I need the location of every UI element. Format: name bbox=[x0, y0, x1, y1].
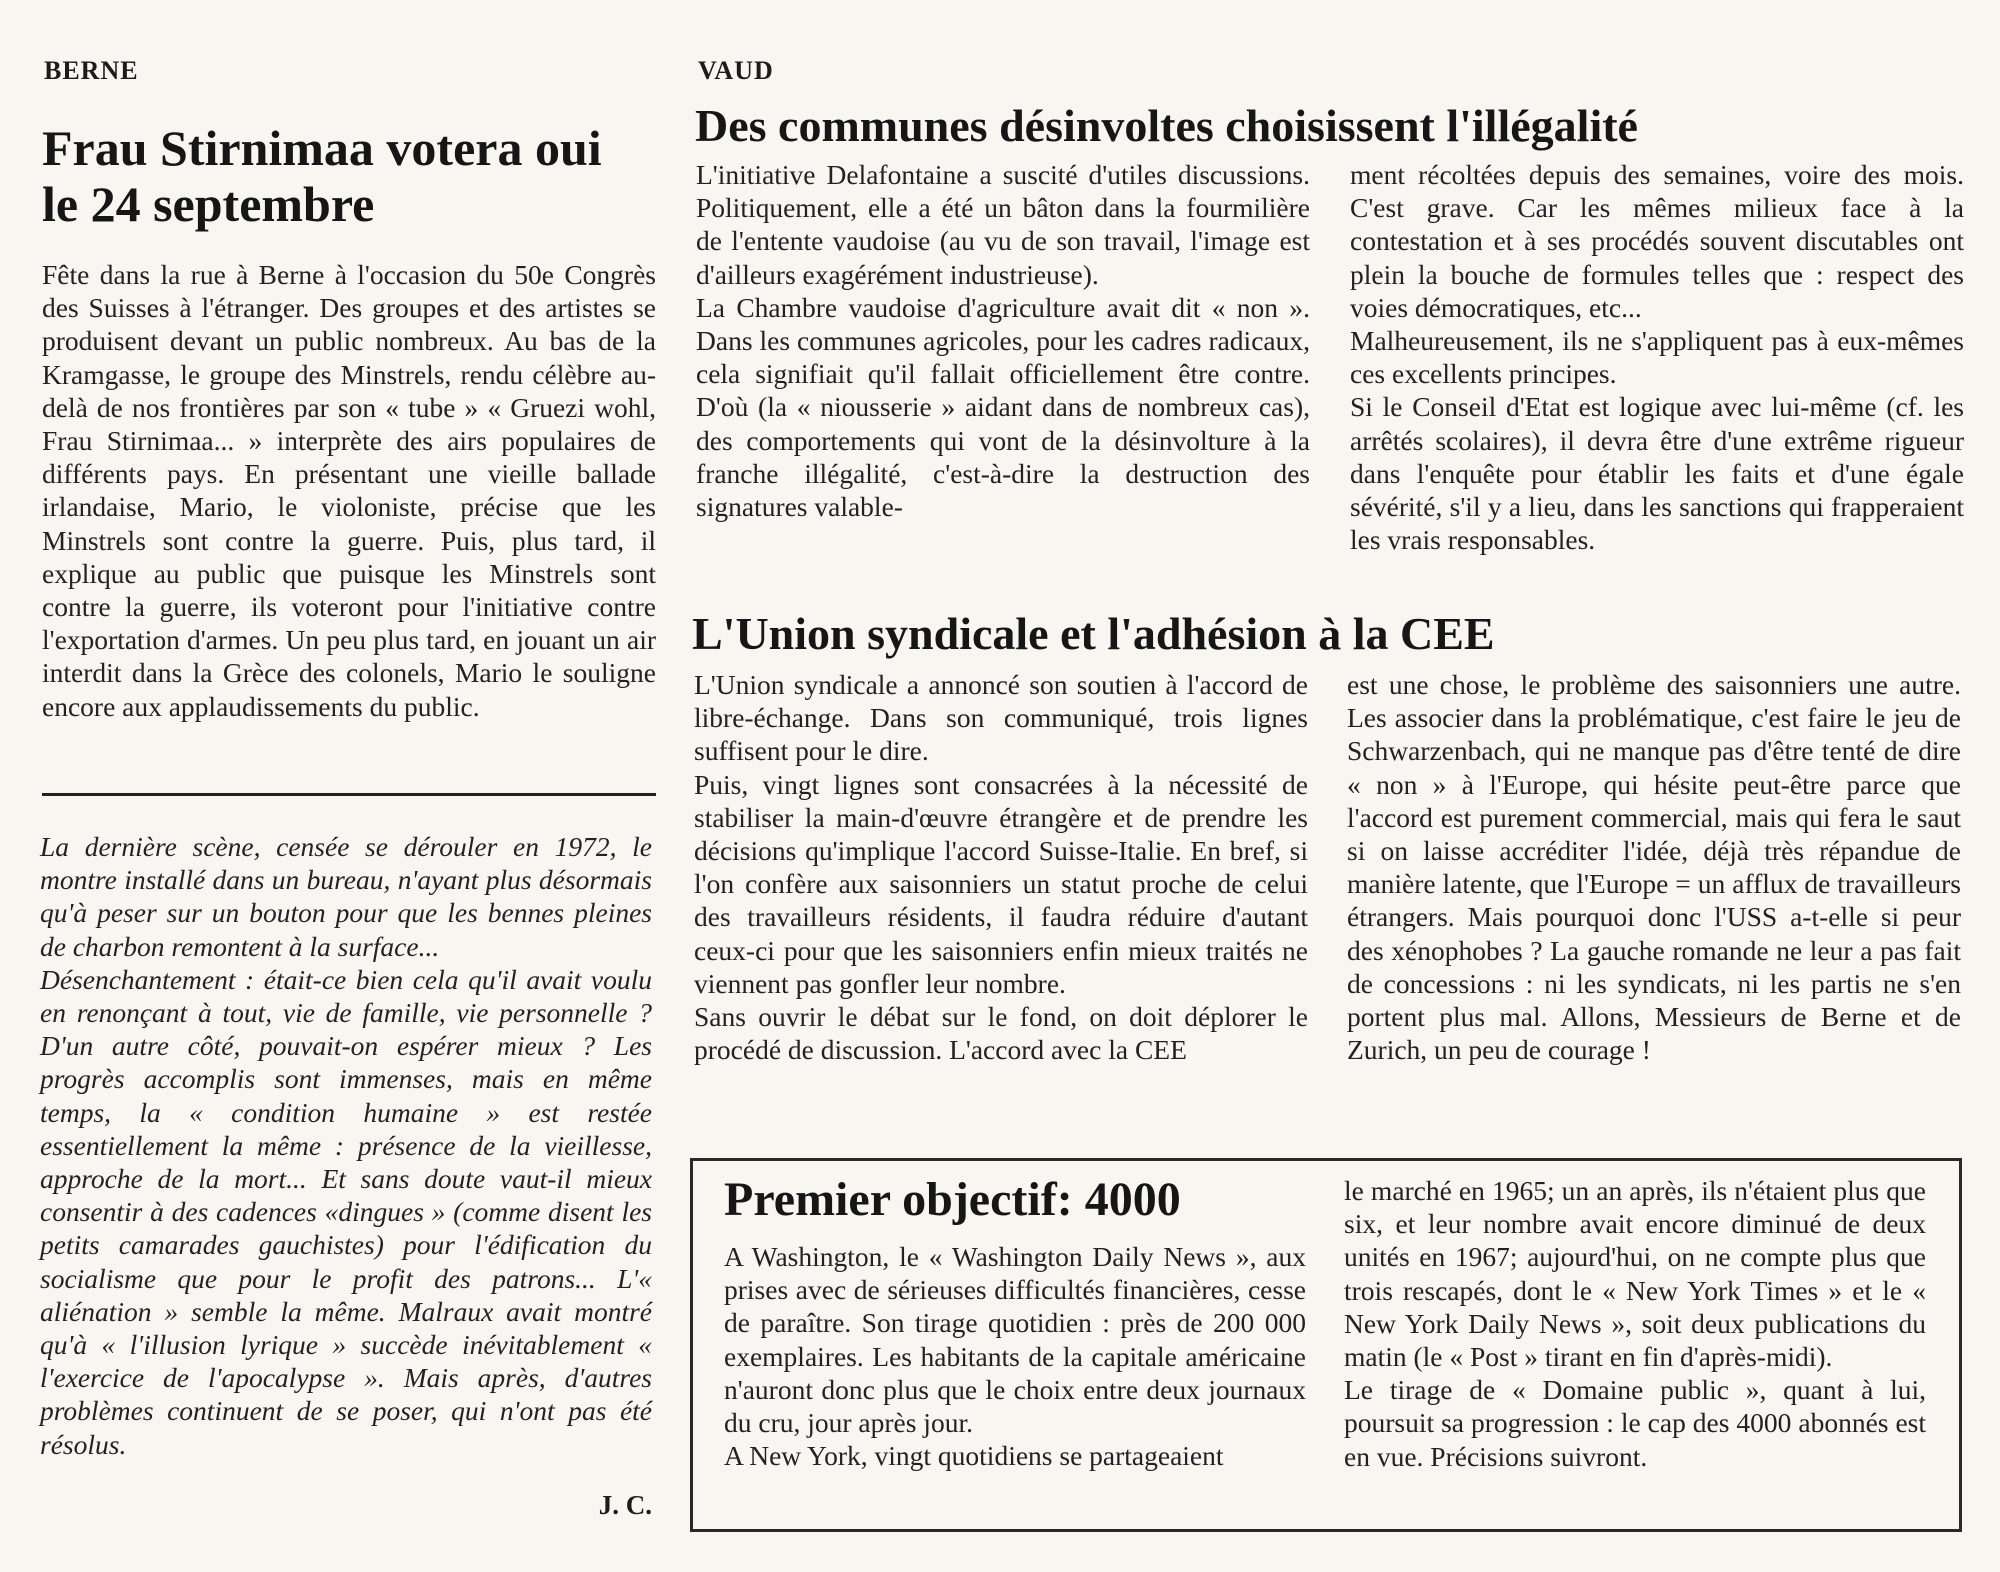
vaud-column-2 bbox=[1350, 158, 1964, 556]
vaud-col2-paragraph-3: Si le Conseil d'Etat est logique avec lui-même (cf. les arrêtés scolaires), il devra être d'une extrême rigueur dans l'enquête pour établir les faits et d'une égale sévérité, s'il y a lieu, dans les sanctions qui frapperaient les vrais responsables. bbox=[1350, 391, 1964, 556]
vaud-column-1 bbox=[696, 158, 1310, 523]
objectif-column-2 bbox=[1344, 1174, 1926, 1473]
union-col1-paragraph-3: Sans ouvrir le débat sur le fond, on doit déplorer le procédé de discussion. L'accord avec la CEE bbox=[694, 1001, 1308, 1066]
vaud-col2-paragraph-2: Malheureusement, ils ne s'appliquent pas à eux-mêmes ces excellents principes. bbox=[1350, 325, 1964, 390]
union-col1-paragraph-1: L'Union syndicale a annoncé son soutien à l'accord de libre-échange. Dans son communiqué, trois lignes suffisent pour le dire. bbox=[694, 669, 1308, 767]
vaud-col2-paragraph-1: ment récoltées depuis des semaines, voire des mois. C'est grave. Car les mêmes milieux face à la contestation et à ses procédés souvent discutables ont plein la bouche de formules telles que : respect des voies démocratiques, etc... bbox=[1350, 159, 1964, 323]
objectif-column-1 bbox=[724, 1240, 1306, 1472]
objectif-col1-paragraph-2: A New York, vingt quotidiens se partageaient bbox=[724, 1440, 1224, 1472]
review-paragraph-2: Désenchantement : était-ce bien cela qu'il avait voulu en renonçant à tout, vie de famille, vie personnelle ? D'un autre côté, pouvait-on espérer mieux ? Les progrès accomplis sont immenses, mais en même temps, la « condition humaine » est restée essentiellement la même : présence de la vieillesse, approche de la mort... Et sans doute vaut-il mieux consentir à des cadences «dingues » (comme disent les petits camarades gauchistes) pour l'édification du socialisme que pour le profit des patrons... L'« aliénation » semble la même. Malraux avait montré qu'à « l'illusion lyrique » succède inévitablement « l'exercice de l'apocalypse ». Mais après, d'autres problèmes continuent de se poser, qui n'ont pas été résolus. bbox=[40, 963, 652, 1460]
objectif-col2-paragraph-2: Le tirage de « Domaine public », quant à lui, poursuit sa progression : le cap des 4000 abonnés est en vue. Précisions suivront. bbox=[1344, 1374, 1926, 1472]
review-paragraph-1: La dernière scène, censée se dérouler en 1972, le montre installé dans un bureau, n'ayant plus désormais qu'à peser sur un bouton pour que les bennes pleines de charbon remontent à la surface... bbox=[40, 831, 652, 962]
union-column-2 bbox=[1347, 668, 1961, 1066]
berne-article-text: Fête dans la rue à Berne à l'occasion du 50e Congrès des Suisses à l'étranger. Des groupes et des artistes se produisent devant un public nombreux. Au bas de la Kramgasse, le groupe des Minstrels, rendu célèbre au-delà de nos frontières par son « tube » « Gruezi wohl, Frau Stirnimaa... » interprète des airs populaires de différents pays. En présentant une vieille ballade irlandaise, Mario, le violoniste, précise que les Minstrels sont contre la guerre. Puis, plus tard, il explique au public que puisque les Minstrels sont contre la guerre, ils voteront pour l'initiative contre l'exportation d'armes. Un peu plus tard, en jouant un air interdit dans la Grèce des colonels, Mario le souligne encore aux applaudissements du public. bbox=[42, 259, 656, 722]
vaud-col1-paragraph-2: La Chambre vaudoise d'agriculture avait dit « non ». Dans les communes agricoles, pour les cadres radicaux, cela signifiait qu'il fallait officiellement être contre. D'où (la « niousserie » aidant dans de nombreux cas), des comportements qui vont de la désinvolture à la franche illégalité, c'est-à-dire la destruction des signatures valable- bbox=[696, 291, 1310, 523]
union-col2-paragraph-1: est une chose, le problème des saisonniers une autre. Les associer dans la problématique, c'est faire le jeu de Schwarzenbach, qui ne manque pas d'être tenté de dire « non » à l'Europe, qui hésite peut-être parce que l'accord est purement commercial, mais qui fera le saut si on laisse accréditer l'idée, déjà très répandue de manière latente, que l'Europe = un afflux de travailleurs étrangers. Mais pourquoi donc l'USS a-t-elle si peur des xénophobes ? La gauche romande ne leur a pas fait de concessions : ni les syndicats, ni les partis ne s'en portent plus mal. Allons, Messieurs de Berne et de Zurich, un peu de courage ! bbox=[1347, 669, 1961, 1066]
review-signature: J. C. bbox=[598, 1490, 652, 1520]
berne-headline-line2: le 24 septembre bbox=[42, 176, 375, 232]
review-article bbox=[40, 830, 652, 1461]
section-divider bbox=[42, 793, 656, 796]
union-headline: L'Union syndicale et l'adhésion à la CEE bbox=[692, 608, 1495, 659]
objectif-col2-paragraph-1: le marché en 1965; un an après, ils n'étaient plus que six, et leur nombre avait encore diminué de deux unités en 1967; aujourd'hui, on ne compte plus que trois rescapés, dont le « New York Times » et le « New York Daily News », soit deux publications du matin (le « Post » tirant en fin d'après-midi). bbox=[1344, 1175, 1926, 1373]
vaud-headline: Des communes désinvoltes choisissent l'illégalité bbox=[695, 100, 1638, 151]
union-col1-paragraph-2: Puis, vingt lignes sont consacrées à la nécessité de stabiliser la main-d'œuvre étrangère et de prendre les décisions qu'implique l'accord Suisse-Italie. En bref, si l'on confère aux saisonniers un statut proche de celui des travailleurs résidents, il faudra réduire d'autant ceux-ci pour que les saisonniers enfin mieux traités ne viennent pas gonfler leur nombre. bbox=[694, 768, 1308, 999]
vaud-col1-paragraph-1: L'initiative Delafontaine a suscité d'utiles discussions. Politiquement, elle a été un bâton dans la fourmilière de l'entente vaudoise (au vu de son travail, l'image est d'ailleurs exagérément industrieuse). bbox=[696, 159, 1310, 290]
vaud-kicker: VAUD bbox=[698, 56, 774, 85]
berne-headline-line1: Frau Stirnimaa votera oui bbox=[42, 120, 602, 176]
objectif-headline: Premier objectif: 4000 bbox=[724, 1173, 1181, 1226]
berne-article bbox=[42, 258, 656, 723]
berne-headline bbox=[42, 120, 682, 232]
objectif-col1-paragraph-1: A Washington, le « Washington Daily News », aux prises avec de sérieuses difficultés financières, cesse de paraître. Son tirage quotidien : près de 200 000 exemplaires. Les habitants de la capitale américaine n'auront donc plus que le choix entre deux journaux du cru, jour après jour. bbox=[724, 1241, 1306, 1439]
berne-kicker: BERNE bbox=[44, 56, 139, 85]
union-column-1 bbox=[694, 668, 1308, 1066]
